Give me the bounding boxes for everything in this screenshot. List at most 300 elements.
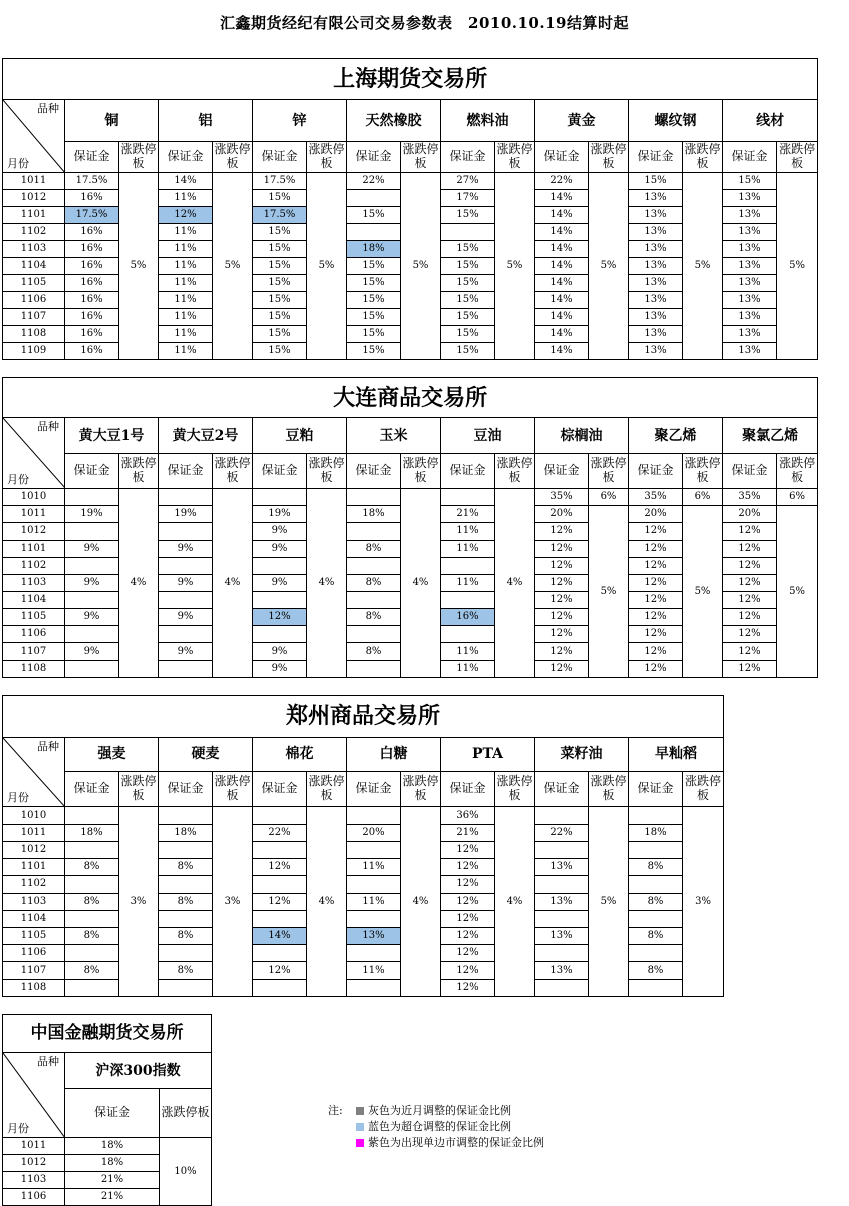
product-name: 强麦 [65, 737, 159, 771]
margin-cell: 20% [629, 506, 683, 523]
limit-cell-merged: 5% [589, 173, 629, 360]
margin-cell: 15% [253, 241, 307, 258]
margin-cell: 16% [65, 241, 119, 258]
product-name: 豆油 [441, 418, 535, 453]
limit-cell-merged: 5% [307, 173, 347, 360]
limit-cell-merged: 4% [307, 489, 347, 678]
margin-cell: 13% [723, 190, 777, 207]
product-name: 菜籽油 [535, 737, 629, 771]
product-name: PTA [441, 737, 535, 771]
margin-cell: 15% [253, 309, 307, 326]
margin-cell [159, 557, 213, 574]
limit-cell-merged: 5% [683, 506, 723, 678]
product-name: 聚氯乙烯 [723, 418, 818, 453]
subheader-row [3, 772, 724, 807]
margin-cell: 21% [441, 506, 495, 523]
product-row [3, 1053, 212, 1089]
margin-cell: 19% [159, 506, 213, 523]
limit-header: 涨跌停板 [213, 772, 253, 807]
margin-cell [535, 807, 589, 824]
margin-cell: 16% [65, 326, 119, 343]
margin-cell [159, 876, 213, 893]
margin-cell [441, 489, 495, 506]
limit-cell-merged: 4% [401, 807, 441, 997]
limit-header: 涨跌停板 [307, 772, 347, 807]
margin-cell: 12% [441, 859, 495, 876]
margin-cell: 13% [723, 343, 777, 360]
margin-header: 保证金 [253, 142, 307, 173]
margin-cell: 8% [159, 859, 213, 876]
limit-cell-merged: 5% [589, 506, 629, 678]
limit-header: 涨跌停板 [160, 1089, 212, 1138]
month-cell: 1103 [3, 574, 65, 591]
margin-cell: 12% [535, 660, 589, 677]
limit-header: 涨跌停板 [401, 453, 441, 488]
month-cell: 1108 [3, 326, 65, 343]
margin-cell [65, 841, 119, 858]
margin-cell [159, 945, 213, 962]
margin-header: 保证金 [723, 142, 777, 173]
product-row [3, 100, 818, 142]
month-cell: 1104 [3, 258, 65, 275]
margin-cell: 15% [347, 275, 401, 292]
margin-cell: 18% [347, 506, 401, 523]
margin-cell: 21% [65, 1189, 160, 1206]
product-name: 黄大豆2号 [159, 418, 253, 453]
margin-cell: 12% [629, 643, 683, 660]
margin-cell [253, 841, 307, 858]
limit-cell-merged: 4% [401, 489, 441, 678]
margin-cell: 13% [629, 309, 683, 326]
margin-cell: 36% [441, 807, 495, 824]
margin-cell [347, 910, 401, 927]
margin-cell: 8% [347, 540, 401, 557]
legend-row-purple [328, 1135, 544, 1151]
product-name: 燃料油 [441, 100, 535, 142]
margin-cell: 12% [441, 962, 495, 979]
margin-cell: 15% [723, 173, 777, 190]
document-title: 汇鑫期货经纪有限公司交易参数表 2010.10.19结算时起 [220, 14, 629, 32]
margin-cell: 12% [441, 910, 495, 927]
product-name: 棉花 [253, 737, 347, 771]
margin-cell: 15% [441, 326, 495, 343]
margin-cell [629, 945, 683, 962]
gray-swatch-icon [356, 1107, 364, 1115]
margin-cell: 8% [65, 859, 119, 876]
margin-cell-highlighted: 13% [347, 928, 401, 945]
month-cell: 1105 [3, 275, 65, 292]
margin-cell [535, 910, 589, 927]
margin-cell: 13% [723, 309, 777, 326]
margin-cell: 11% [441, 643, 495, 660]
margin-cell [65, 489, 119, 506]
margin-cell: 14% [535, 292, 589, 309]
margin-cell: 13% [723, 224, 777, 241]
margin-cell: 21% [441, 824, 495, 841]
margin-cell: 8% [629, 928, 683, 945]
margin-cell: 13% [535, 962, 589, 979]
limit-cell: 6% [777, 489, 818, 506]
margin-cell: 16% [65, 309, 119, 326]
limit-cell-merged: 5% [589, 807, 629, 997]
limit-header: 涨跌停板 [495, 772, 535, 807]
margin-cell: 12% [629, 540, 683, 557]
title-row [3, 378, 818, 418]
limit-header: 涨跌停板 [401, 772, 441, 807]
margin-cell-highlighted: 16% [441, 609, 495, 626]
margin-cell: 8% [65, 928, 119, 945]
month-cell: 1107 [3, 962, 65, 979]
month-cell: 1011 [3, 173, 65, 190]
month-cell: 1108 [3, 979, 65, 996]
month-cell: 1107 [3, 309, 65, 326]
margin-cell [159, 660, 213, 677]
margin-cell: 17% [441, 190, 495, 207]
margin-cell: 11% [441, 523, 495, 540]
margin-cell: 12% [723, 609, 777, 626]
exchange-title: 上海期货交易所 [3, 59, 818, 100]
margin-cell [159, 489, 213, 506]
margin-cell-highlighted: 12% [253, 609, 307, 626]
margin-cell: 16% [65, 292, 119, 309]
margin-cell: 12% [441, 893, 495, 910]
subheader-row [3, 142, 818, 173]
month-row [3, 173, 818, 190]
margin-cell: 13% [629, 343, 683, 360]
limit-header: 涨跌停板 [683, 453, 723, 488]
limit-cell-merged: 5% [495, 173, 535, 360]
margin-cell: 8% [629, 893, 683, 910]
margin-cell: 12% [535, 592, 589, 609]
margin-cell: 12% [535, 643, 589, 660]
margin-cell: 9% [253, 540, 307, 557]
limit-cell-merged: 4% [213, 489, 253, 678]
margin-cell: 11% [159, 190, 213, 207]
month-cell: 1103 [3, 1172, 65, 1189]
limit-cell-merged: 5% [683, 173, 723, 360]
margin-cell: 13% [629, 326, 683, 343]
margin-cell: 15% [441, 309, 495, 326]
corner-month-label: 月份 [7, 791, 29, 805]
month-cell: 1012 [3, 841, 65, 858]
margin-cell: 12% [723, 523, 777, 540]
limit-cell: 6% [589, 489, 629, 506]
margin-cell: 14% [535, 258, 589, 275]
margin-cell: 12% [723, 643, 777, 660]
margin-cell: 12% [441, 945, 495, 962]
margin-cell: 13% [723, 207, 777, 224]
margin-cell: 20% [535, 506, 589, 523]
margin-cell [65, 592, 119, 609]
product-name: 聚乙烯 [629, 418, 723, 453]
margin-cell [65, 876, 119, 893]
margin-cell: 13% [535, 928, 589, 945]
corner-product-label: 品种 [37, 739, 59, 753]
margin-cell: 11% [159, 258, 213, 275]
month-cell: 1101 [3, 859, 65, 876]
legend-text: 灰色为近月调整的保证金比例 [368, 1104, 511, 1117]
margin-cell: 15% [441, 207, 495, 224]
margin-cell-highlighted: 17.5% [65, 207, 119, 224]
month-cell: 1103 [3, 893, 65, 910]
margin-cell: 12% [535, 626, 589, 643]
margin-cell [347, 876, 401, 893]
limit-cell-merged: 10% [160, 1138, 212, 1206]
margin-cell: 12% [253, 962, 307, 979]
cffex-table [2, 1014, 212, 1206]
margin-cell [65, 979, 119, 996]
margin-cell [253, 945, 307, 962]
margin-cell: 9% [65, 609, 119, 626]
product-name: 豆粕 [253, 418, 347, 453]
margin-cell [65, 910, 119, 927]
margin-cell [159, 841, 213, 858]
margin-cell: 21% [65, 1172, 160, 1189]
margin-cell: 22% [347, 173, 401, 190]
margin-cell: 12% [723, 540, 777, 557]
legend [328, 1103, 544, 1151]
margin-cell: 12% [723, 626, 777, 643]
limit-header: 涨跌停板 [495, 453, 535, 488]
product-name: 黄金 [535, 100, 629, 142]
month-cell: 1105 [3, 609, 65, 626]
margin-cell: 16% [65, 343, 119, 360]
subheader-row [3, 453, 818, 488]
czce-table [2, 695, 724, 997]
limit-cell-merged: 5% [213, 173, 253, 360]
product-row [3, 737, 724, 771]
margin-cell [65, 523, 119, 540]
margin-cell: 13% [629, 224, 683, 241]
limit-header: 涨跌停板 [683, 772, 724, 807]
margin-cell: 16% [65, 224, 119, 241]
product-name: 棕榈油 [535, 418, 629, 453]
margin-cell: 11% [441, 660, 495, 677]
limit-header: 涨跌停板 [401, 142, 441, 173]
exchange-title: 大连商品交易所 [3, 378, 818, 418]
month-cell: 1106 [3, 292, 65, 309]
margin-cell: 12% [253, 859, 307, 876]
margin-cell: 11% [159, 343, 213, 360]
margin-cell: 15% [347, 309, 401, 326]
product-name: 线材 [723, 100, 818, 142]
month-row [3, 489, 818, 506]
corner-month-label: 月份 [7, 1122, 29, 1135]
margin-cell [629, 910, 683, 927]
limit-header: 涨跌停板 [119, 453, 159, 488]
margin-cell [65, 807, 119, 824]
margin-cell [253, 979, 307, 996]
margin-cell: 17.5% [65, 173, 119, 190]
margin-cell: 11% [159, 241, 213, 258]
limit-cell-merged: 4% [495, 807, 535, 997]
margin-cell: 9% [65, 643, 119, 660]
margin-cell: 12% [629, 660, 683, 677]
month-row [3, 807, 724, 824]
margin-cell: 15% [441, 343, 495, 360]
margin-cell [535, 945, 589, 962]
margin-cell: 15% [253, 343, 307, 360]
margin-cell: 12% [723, 660, 777, 677]
limit-header: 涨跌停板 [307, 453, 347, 488]
margin-cell: 15% [347, 326, 401, 343]
margin-header: 保证金 [65, 142, 119, 173]
margin-cell [347, 626, 401, 643]
margin-cell: 13% [723, 326, 777, 343]
margin-cell [347, 592, 401, 609]
month-cell: 1106 [3, 1189, 65, 1206]
margin-cell [253, 876, 307, 893]
margin-cell [159, 910, 213, 927]
margin-cell: 14% [535, 309, 589, 326]
margin-cell: 8% [347, 574, 401, 591]
margin-cell [65, 626, 119, 643]
blue-swatch-icon [356, 1123, 364, 1131]
corner-cell [3, 737, 65, 807]
limit-header: 涨跌停板 [589, 142, 629, 173]
margin-cell: 11% [347, 893, 401, 910]
month-cell: 1010 [3, 489, 65, 506]
margin-cell: 15% [441, 241, 495, 258]
margin-cell: 15% [347, 292, 401, 309]
margin-cell [441, 592, 495, 609]
margin-cell: 8% [65, 893, 119, 910]
margin-header: 保证金 [441, 453, 495, 488]
limit-header: 涨跌停板 [589, 453, 629, 488]
margin-cell: 11% [441, 540, 495, 557]
margin-cell: 11% [347, 962, 401, 979]
margin-cell: 11% [159, 292, 213, 309]
margin-cell [441, 224, 495, 241]
margin-cell: 12% [441, 841, 495, 858]
month-cell: 1101 [3, 540, 65, 557]
margin-cell: 13% [723, 275, 777, 292]
margin-cell: 12% [629, 574, 683, 591]
margin-cell: 12% [535, 609, 589, 626]
margin-cell: 13% [535, 859, 589, 876]
margin-cell: 15% [253, 292, 307, 309]
margin-cell [159, 592, 213, 609]
margin-header: 保证金 [159, 142, 213, 173]
margin-cell [347, 557, 401, 574]
limit-cell-merged: 4% [119, 489, 159, 678]
shfe-table [2, 58, 818, 360]
margin-cell: 9% [253, 574, 307, 591]
margin-cell: 9% [159, 609, 213, 626]
margin-cell: 8% [347, 643, 401, 660]
limit-header: 涨跌停板 [777, 453, 818, 488]
margin-cell: 9% [159, 574, 213, 591]
margin-cell: 9% [65, 540, 119, 557]
title-row [3, 1015, 212, 1053]
margin-cell: 8% [159, 928, 213, 945]
margin-cell-highlighted: 14% [253, 928, 307, 945]
month-cell: 1012 [3, 190, 65, 207]
margin-cell: 13% [535, 893, 589, 910]
margin-cell: 13% [723, 258, 777, 275]
margin-cell [347, 660, 401, 677]
margin-cell: 15% [347, 207, 401, 224]
month-cell: 1104 [3, 910, 65, 927]
margin-cell [253, 626, 307, 643]
margin-cell: 15% [441, 258, 495, 275]
margin-header: 保证金 [159, 453, 213, 488]
margin-cell [629, 841, 683, 858]
product-name: 锌 [253, 100, 347, 142]
margin-cell: 20% [723, 506, 777, 523]
margin-cell: 8% [629, 962, 683, 979]
month-cell: 1106 [3, 626, 65, 643]
legend-text: 紫色为出现单边市调整的保证金比例 [368, 1136, 544, 1149]
month-cell: 1102 [3, 876, 65, 893]
corner-cell [3, 1053, 65, 1138]
margin-cell: 8% [629, 859, 683, 876]
margin-cell: 18% [65, 1155, 160, 1172]
margin-cell [347, 190, 401, 207]
month-cell: 1012 [3, 523, 65, 540]
margin-cell: 8% [65, 962, 119, 979]
margin-cell [629, 979, 683, 996]
product-name: 玉米 [347, 418, 441, 453]
limit-header: 涨跌停板 [777, 142, 818, 173]
margin-cell: 9% [159, 540, 213, 557]
month-row [3, 1138, 212, 1155]
margin-header: 保证金 [629, 142, 683, 173]
margin-cell: 27% [441, 173, 495, 190]
month-cell: 1105 [3, 928, 65, 945]
margin-cell: 12% [629, 592, 683, 609]
limit-cell-merged: 4% [495, 489, 535, 678]
margin-cell-highlighted: 12% [159, 207, 213, 224]
margin-cell [159, 523, 213, 540]
margin-cell [65, 660, 119, 677]
month-cell: 1103 [3, 241, 65, 258]
margin-header: 保证金 [159, 772, 213, 807]
product-name: 铜 [65, 100, 159, 142]
limit-cell-merged: 3% [119, 807, 159, 997]
margin-cell [159, 807, 213, 824]
margin-cell: 12% [629, 626, 683, 643]
margin-cell: 12% [535, 574, 589, 591]
margin-cell [65, 557, 119, 574]
margin-header: 保证金 [441, 772, 495, 807]
margin-cell: 19% [65, 506, 119, 523]
margin-cell: 13% [629, 292, 683, 309]
margin-cell: 14% [535, 326, 589, 343]
margin-header: 保证金 [65, 453, 119, 488]
limit-header: 涨跌停板 [495, 142, 535, 173]
margin-cell [253, 807, 307, 824]
legend-text: 蓝色为超仓调整的保证金比例 [368, 1120, 511, 1133]
margin-cell: 18% [629, 824, 683, 841]
limit-cell-merged: 5% [777, 173, 818, 360]
margin-header: 保证金 [253, 453, 307, 488]
margin-cell: 8% [159, 893, 213, 910]
title-row [3, 696, 724, 738]
product-name: 白糖 [347, 737, 441, 771]
margin-cell: 15% [253, 275, 307, 292]
margin-cell: 12% [253, 893, 307, 910]
corner-cell [3, 418, 65, 489]
month-cell: 1109 [3, 343, 65, 360]
margin-cell [347, 523, 401, 540]
margin-header: 保证金 [629, 772, 683, 807]
margin-cell [347, 979, 401, 996]
margin-cell: 11% [159, 326, 213, 343]
margin-cell: 18% [159, 824, 213, 841]
margin-cell [535, 841, 589, 858]
margin-cell [347, 489, 401, 506]
